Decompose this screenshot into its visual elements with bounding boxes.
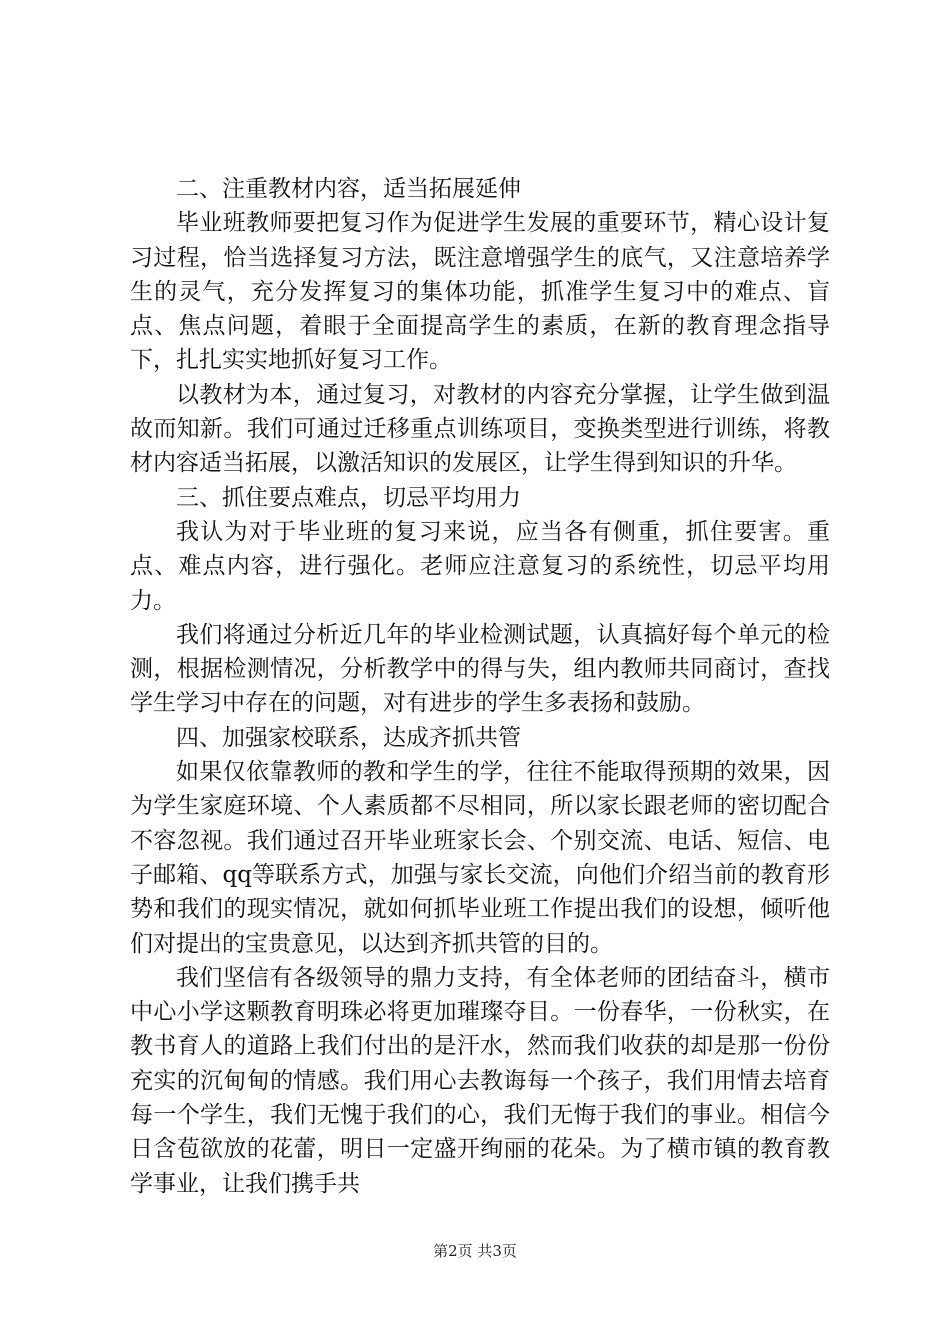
paragraph: 如果仅依靠教师的教和学生的学，往往不能取得预期的效果，因为学生家庭环境、个人素质都不尽相同，所以家长跟老师的密切配合不容忽视。我们通过召开毕业班家长会、个别交流、电话、短信、电子邮箱、qq等联系方式，加强与家长交流，向他们介绍当前的教育形势和我们的现实情况，就如何抓毕业班工作提出我们的设想，倾听他们对提出的宝贵意见，以达到齐抓共管的目的。 [130,759,830,957]
paragraph: 我认为对于毕业班的复习来说，应当各有侧重，抓住要害。重点、难点内容，进行强化。老师应注意复习的系统性，切忌平均用力。 [130,518,830,614]
paragraph: 我们坚信有各级领导的鼎力支持，有全体老师的团结奋斗，横市中心小学这颗教育明珠必将更加璀璨夺目。一份春华，一份秋实，在教书育人的道路上我们付出的是汗水，然而我们收获的却是那一份份充实的沉甸甸的情感。我们用心去教诲每一个孩子，我们用情去培育每一个学生，我们无愧于我们的心，我们无悔于我们的事业。相信今日含苞欲放的花蕾，明日一定盛开绚丽的花朵。为了横市镇的教育教学事业，让我们携手共 [130,964,830,1197]
section-heading-4: 四、加强家校联系，达成齐抓共管 [176,724,521,751]
page-number-footer: 第2页 共3页 [433,1242,517,1260]
section-heading-2: 二、注重教材内容，适当拓展延伸 [176,176,521,202]
section-heading-3: 三、抓住要点难点，切忌平均用力 [176,484,521,511]
paragraph: 毕业班教师要把复习作为促进学生发展的重要环节，精心设计复习过程，恰当选择复习方法，既注意增强学生的底气，又注意培养学生的灵气，充分发挥复习的集体功能，抓准学生复习中的难点、盲点、焦点问题，着眼于全面提高学生的素质，在新的教育理念指导下，扎扎实实地抓好复习工作。 [130,210,830,374]
paragraph: 以教材为本，通过复习，对教材的内容充分掌握，让学生做到温故而知新。我们可通过迁移重点训练项目，变换类型进行训练，将教材内容适当拓展，以激活知识的发展区，让学生得到知识的升华。 [130,381,830,477]
paragraph: 我们将通过分析近几年的毕业检测试题，认真搞好每个单元的检测，根据检测情况，分析教学中的得与失，组内教师共同商讨，查找学生学习中存在的问题，对有进步的学生多表扬和鼓励。 [130,621,830,717]
document-body [130,172,830,1201]
